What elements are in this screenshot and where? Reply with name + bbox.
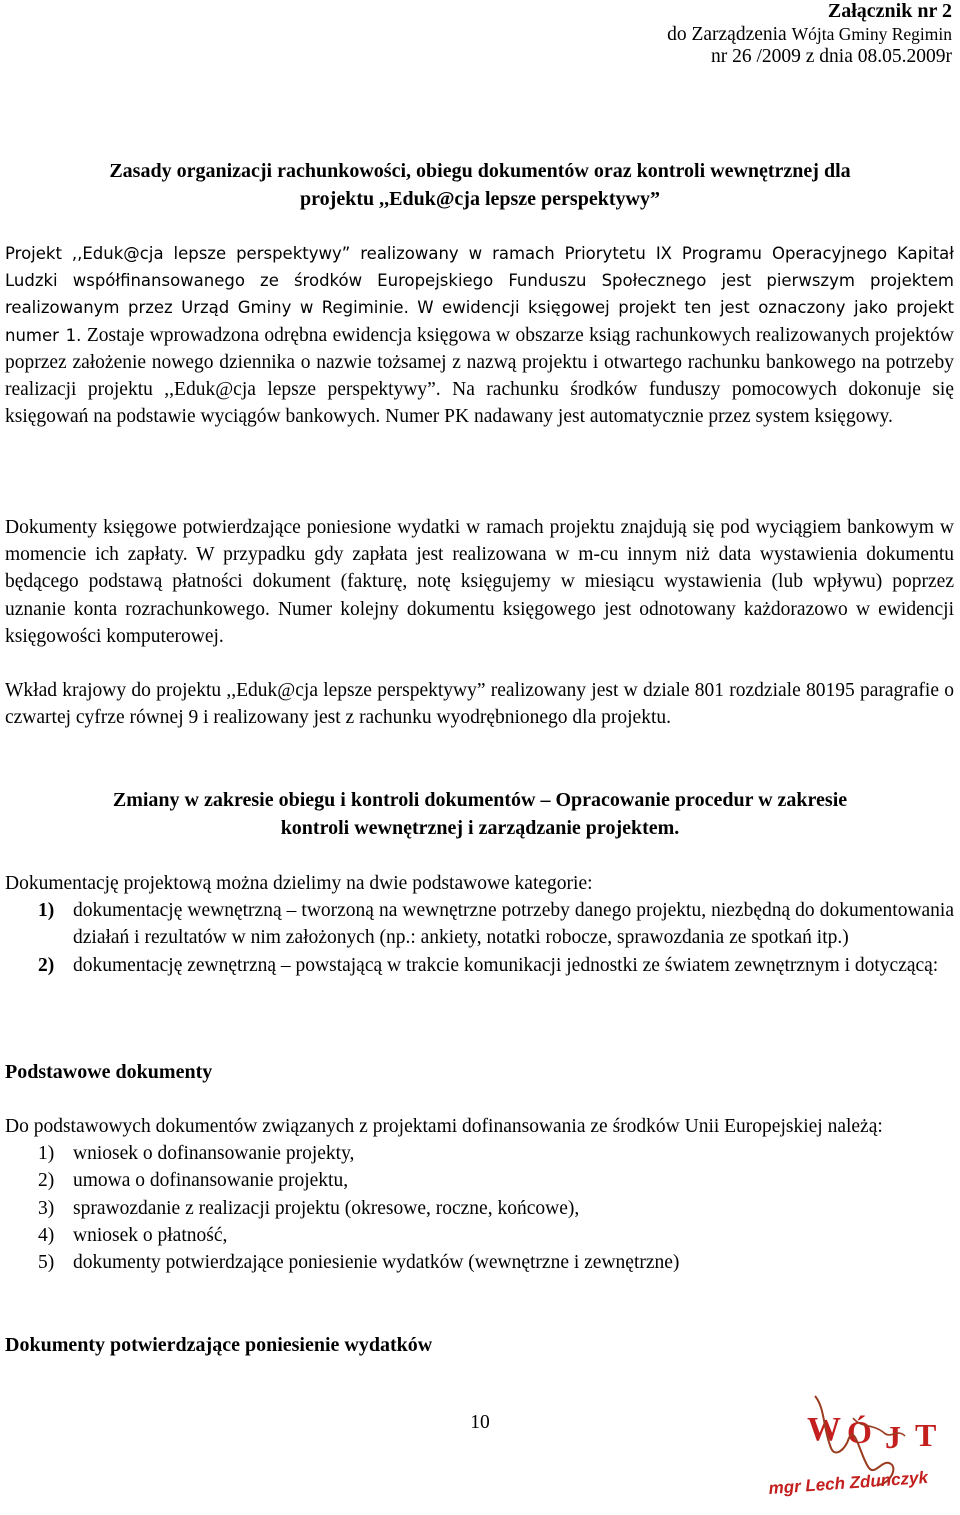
list-item — [5, 1167, 954, 1194]
title-line-2: projektu ,,Eduk@cja lepsze perspektywy” — [300, 188, 660, 210]
wojt-stamp-signature — [765, 1388, 960, 1515]
svg-text:W: W — [807, 1411, 841, 1448]
paragraph-project-intro-sans: Projekt ,,Eduk@cja lepsze perspektywy” realizowany w ramach Priorytetu IX Programu Operacyjnego Kapitał Ludzki współfinansowanego ze środków Europejskiego Funduszu Społecznego jest pierwszym projektem realizowanym przez Urząd Gminy w Regiminie. W ewidencji księgowej projekt ten jest oznaczony jako projekt numer 1. — [5, 244, 954, 345]
page-number: 10 — [470, 1412, 490, 1433]
paragraph-accounting-documents: Dokumenty księgowe potwierdzające poniesione wydatki w ramach projektu znajdują się pod wyciągiem bankowym w momencie ich zapłaty. W przypadku gdy zapłata jest realizowana w m-cu innym niż data wystawienia dokumentu będącego podstawą płatności dokument (fakturę, notę księgujemy w miesiącu wystawienia (lub wpływu) poprzez uznanie konta rozrachunkowego. Numer kolejny dokumentu księgowego jest odnotowany każdorazowo w ewidencji księgowości komputerowej. — [5, 517, 954, 647]
list-item-text: dokumentację wewnętrzną – tworzoną na wewnętrzne potrzeby danego projektu, niezbędną do dokumentowania działań i rezultatów w nim założonych (np.: ankiety, notatki robocze, sprawozdania ze spotkań itp.) — [73, 900, 954, 949]
list-item-number: 4) — [38, 1224, 55, 1246]
basic-documents-list — [5, 1140, 954, 1276]
paragraph-project-intro — [5, 240, 954, 430]
categories-intro: Dokumentację projektową można dzielimy na dwie podstawowe kategorie: — [5, 873, 593, 894]
paragraph-national-contribution: Wkład krajowy do projektu ,,Eduk@cja lepsze perspektywy” realizowany jest w dziale 801 rozdziale 80195 paragrafie o czwartej cyfrze równej 9 i realizowany jest z rachunku wyodrębnionego dla projektu. — [5, 680, 954, 729]
list-item-number: 1) — [38, 900, 55, 922]
svg-text:T: T — [915, 1417, 937, 1453]
list-item — [5, 952, 954, 979]
basic-documents-section — [5, 1113, 954, 1276]
document-title — [10, 157, 950, 213]
subtitle-line-1: Zmiany w zakresie obiegu i kontroli dokumentów – Opracowanie procedur w zakresie — [112, 789, 848, 811]
list-item — [5, 1195, 954, 1222]
svg-text:J: J — [885, 1419, 901, 1455]
list-item-number: 3) — [38, 1197, 55, 1219]
list-item-text: sprawozdanie z realizacji projektu (okresowe, roczne, końcowe), — [73, 1197, 580, 1219]
list-item-text: dokumenty potwierdzające poniesienie wydatków (wewnętrzne i zewnętrzne) — [73, 1252, 680, 1274]
list-item-number: 2) — [38, 954, 55, 976]
svg-text:Ó: Ó — [847, 1414, 872, 1450]
decree-number-date: nr 26 /2009 z dnia 08.05.2009r — [710, 46, 952, 67]
title-line-1: Zasady organizacji rachunkowości, obiegu dokumentów oraz kontroli wewnętrznej dla — [109, 160, 851, 182]
list-item-text: umowa o dofinansowanie projektu, — [73, 1170, 349, 1192]
attachment-label: Załącznik nr 2 — [827, 0, 952, 22]
heading-basic-documents: Podstawowe dokumenty — [5, 1061, 213, 1083]
decree-issuer: Wójta Gminy Regimin — [791, 23, 952, 44]
list-item — [5, 1222, 954, 1249]
decree-reference — [667, 23, 952, 47]
list-item-number: 1) — [38, 1143, 55, 1165]
basic-documents-intro: Do podstawowych dokumentów związanych z projektami dofinansowania ze środków Unii Europejskiej należą: — [5, 1116, 883, 1137]
section-title-document-control — [20, 787, 940, 842]
categories-list — [5, 897, 954, 979]
list-item — [5, 1249, 954, 1276]
list-item-text: wniosek o płatność, — [73, 1224, 228, 1246]
list-item-number: 5) — [38, 1252, 55, 1274]
list-item-number: 2) — [38, 1170, 55, 1192]
document-header — [667, 0, 952, 69]
subtitle-line-2: kontroli wewnętrznej i zarządzanie projektem. — [280, 816, 680, 839]
list-item — [5, 897, 954, 951]
paragraph-project-intro-serif: Zostaje wprowadzona odrębna ewidencja księgowa w obszarze ksiąg rachunkowych realizowanych projektów poprzez założenie nowego dziennika o nazwie tożsamej z nazwą projektu i otwartego rachunku bankowego na potrzeby realizacji projektu ,,Eduk@cja lepsze perspektywy”. Na rachunku środków funduszy pomocowych dokonuje się księgowań na podstawie wyciągów bankowych. Numer PK nadawany jest automatycznie przez system księgowy. — [5, 324, 955, 428]
stamp-signature-name: mgr Lech Zdunczyk — [767, 1467, 929, 1498]
list-item — [5, 1140, 954, 1167]
heading-expense-documents: Dokumenty potwierdzające poniesienie wydatków — [5, 1334, 433, 1356]
list-item-text: wniosek o dofinansowanie projekty, — [73, 1143, 355, 1165]
categories-section — [5, 870, 954, 979]
decree-prefix: do Zarządzenia — [667, 23, 787, 45]
list-item-text: dokumentację zewnętrzną – powstającą w trakcie komunikacji jednostki ze światem zewnętrznym i dotyczącą: — [73, 954, 939, 976]
